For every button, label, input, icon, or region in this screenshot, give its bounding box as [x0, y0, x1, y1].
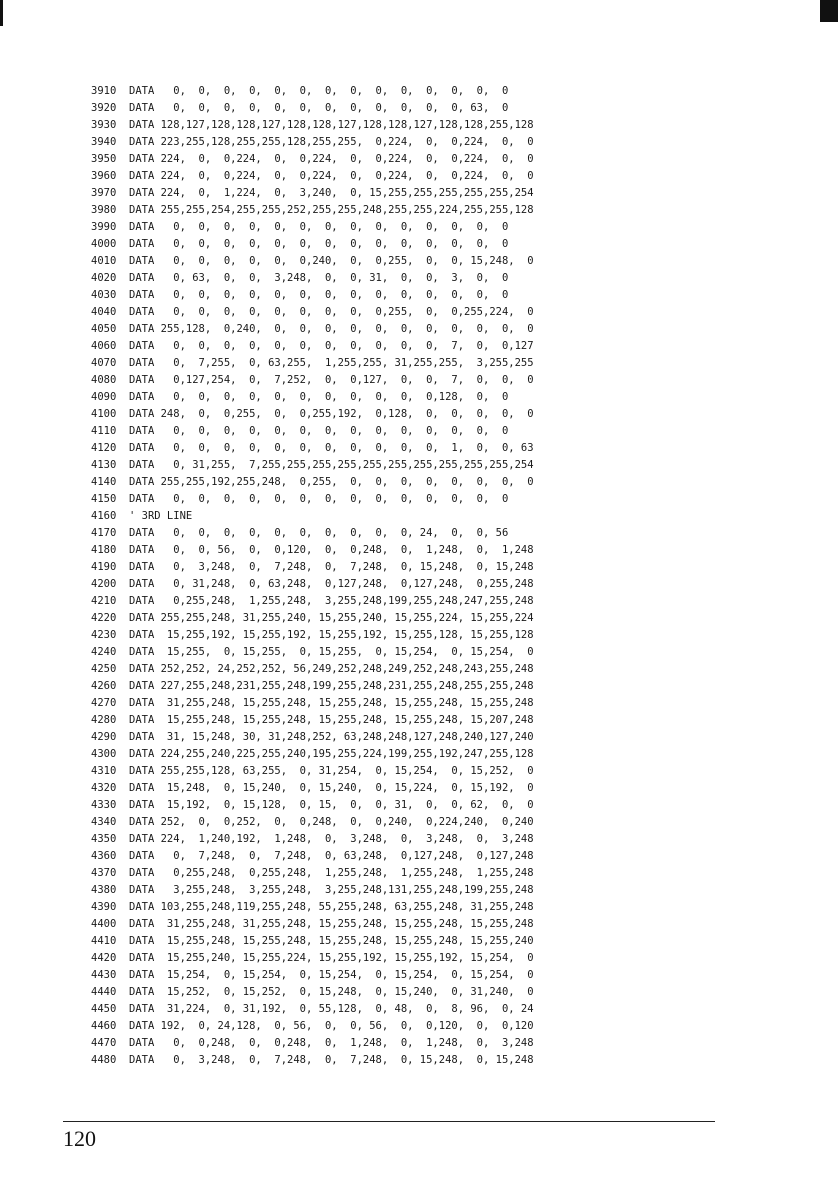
line-statement: DATA 103,255,248,119,255,248, 55,255,248, 63,255,248, 31,255,248	[129, 901, 534, 913]
line-number: 4250	[91, 663, 117, 675]
line-statement: DATA 0, 0, 0, 0, 0, 0, 0, 0, 0, 0, 24, 0, 0, 56	[129, 527, 509, 539]
footer-rule	[63, 1121, 715, 1122]
line-number: 4150	[91, 493, 117, 505]
line-statement: DATA 0, 0, 0, 0, 0, 0, 0, 0, 0, 0, 0, 0, 0, 0	[129, 425, 509, 437]
scan-edge-mark-left	[0, 0, 3, 26]
line-number: 3960	[91, 170, 117, 182]
line-statement: DATA 15,254, 0, 15,254, 0, 15,254, 0, 15,254, 0, 15,254, 0	[129, 969, 534, 981]
line-number: 4120	[91, 442, 117, 454]
line-statement: DATA 0, 7,248, 0, 7,248, 0, 63,248, 0,127,248, 0,127,248	[129, 850, 534, 862]
line-statement: DATA 252, 0, 0,252, 0, 0,248, 0, 0,240, 0,224,240, 0,240	[129, 816, 534, 828]
line-number: 4190	[91, 561, 117, 573]
line-number: 4420	[91, 952, 117, 964]
line-number: 4010	[91, 255, 117, 267]
line-number: 4280	[91, 714, 117, 726]
line-number: 4210	[91, 595, 117, 607]
line-number: 4070	[91, 357, 117, 369]
line-number: 4370	[91, 867, 117, 879]
line-statement: DATA 0, 3,248, 0, 7,248, 0, 7,248, 0, 15,248, 0, 15,248	[129, 561, 534, 573]
line-statement: DATA 255,255,254,255,255,252,255,255,248,255,255,224,255,255,128	[129, 204, 534, 216]
line-number: 4330	[91, 799, 117, 811]
line-number: 4080	[91, 374, 117, 386]
line-number: 4130	[91, 459, 117, 471]
line-number: 4140	[91, 476, 117, 488]
line-number: 3970	[91, 187, 117, 199]
line-statement: DATA 0, 0, 0, 0, 0, 0, 0, 0, 0, 0, 0, 7, 0, 0,127	[129, 340, 534, 352]
line-number: 4440	[91, 986, 117, 998]
line-number: 4270	[91, 697, 117, 709]
line-statement: DATA 248, 0, 0,255, 0, 0,255,192, 0,128, 0, 0, 0, 0, 0	[129, 408, 534, 420]
line-statement: DATA 3,255,248, 3,255,248, 3,255,248,131,255,248,199,255,248	[129, 884, 534, 896]
line-statement: DATA 15,255,248, 15,255,248, 15,255,248, 15,255,248, 15,207,248	[129, 714, 534, 726]
line-number: 4220	[91, 612, 117, 624]
line-number: 3910	[91, 85, 117, 97]
line-number: 4350	[91, 833, 117, 845]
line-number: 4060	[91, 340, 117, 352]
line-statement: DATA 0,255,248, 0,255,248, 1,255,248, 1,255,248, 1,255,248	[129, 867, 534, 879]
line-number: 4450	[91, 1003, 117, 1015]
line-statement: DATA 224, 0, 1,224, 0, 3,240, 0, 15,255,255,255,255,255,254	[129, 187, 534, 199]
line-number: 4160	[91, 510, 117, 522]
line-statement: DATA 0, 0, 0, 0, 0, 0, 0, 0, 0, 0, 0, 0, 0, 0	[129, 85, 509, 97]
line-statement: DATA 0, 0, 56, 0, 0,120, 0, 0,248, 0, 1,248, 0, 1,248	[129, 544, 534, 556]
line-statement: DATA 15,255,240, 15,255,224, 15,255,192, 15,255,192, 15,254, 0	[129, 952, 534, 964]
line-number: 3920	[91, 102, 117, 114]
line-statement: DATA 223,255,128,255,255,128,255,255, 0,224, 0, 0,224, 0, 0	[129, 136, 534, 148]
line-number: 4240	[91, 646, 117, 658]
line-statement: DATA 227,255,248,231,255,248,199,255,248,231,255,248,255,255,248	[129, 680, 534, 692]
line-statement: ' 3RD LINE	[129, 510, 193, 522]
line-number: 3950	[91, 153, 117, 165]
line-number: 4340	[91, 816, 117, 828]
line-statement: DATA 0, 0, 0, 0, 0, 0, 0, 0, 0, 0, 0,128, 0, 0	[129, 391, 509, 403]
line-statement: DATA 15,248, 0, 15,240, 0, 15,240, 0, 15,224, 0, 15,192, 0	[129, 782, 534, 794]
line-number: 4360	[91, 850, 117, 862]
line-statement: DATA 224, 0, 0,224, 0, 0,224, 0, 0,224, 0, 0,224, 0, 0	[129, 153, 534, 165]
line-statement: DATA 224,255,240,225,255,240,195,255,224,199,255,192,247,255,128	[129, 748, 534, 760]
line-statement: DATA 252,252, 24,252,252, 56,249,252,248,249,252,248,243,255,248	[129, 663, 534, 675]
line-statement: DATA 31,255,248, 31,255,248, 15,255,248, 15,255,248, 15,255,248	[129, 918, 534, 930]
line-number: 4300	[91, 748, 117, 760]
line-number: 4410	[91, 935, 117, 947]
line-statement: DATA 0, 31,255, 7,255,255,255,255,255,255,255,255,255,255,254	[129, 459, 534, 471]
line-statement: DATA 31,255,248, 15,255,248, 15,255,248, 15,255,248, 15,255,248	[129, 697, 534, 709]
line-number: 4470	[91, 1037, 117, 1049]
page-number: 120	[63, 1126, 96, 1151]
line-statement: DATA 255,255,192,255,248, 0,255, 0, 0, 0, 0, 0, 0, 0, 0	[129, 476, 534, 488]
line-statement: DATA 224, 0, 0,224, 0, 0,224, 0, 0,224, 0, 0,224, 0, 0	[129, 170, 534, 182]
line-number: 4320	[91, 782, 117, 794]
line-number: 4380	[91, 884, 117, 896]
line-statement: DATA 31,224, 0, 31,192, 0, 55,128, 0, 48, 0, 8, 96, 0, 24	[129, 1003, 534, 1015]
line-statement: DATA 0, 0, 0, 0, 0, 0, 0, 0, 0, 0, 0, 0, 0, 0	[129, 289, 509, 301]
line-number: 4040	[91, 306, 117, 318]
line-number: 4310	[91, 765, 117, 777]
line-number: 4290	[91, 731, 117, 743]
line-statement: DATA 255,255,248, 31,255,240, 15,255,240, 15,255,224, 15,255,224	[129, 612, 534, 624]
line-number: 4480	[91, 1054, 117, 1066]
line-statement: DATA 0, 0,248, 0, 0,248, 0, 1,248, 0, 1,248, 0, 3,248	[129, 1037, 534, 1049]
line-number: 4030	[91, 289, 117, 301]
line-number: 4430	[91, 969, 117, 981]
line-statement: DATA 31, 15,248, 30, 31,248,252, 63,248,248,127,248,240,127,240	[129, 731, 534, 743]
line-number: 4110	[91, 425, 117, 437]
line-number: 4400	[91, 918, 117, 930]
line-statement: DATA 0, 0, 0, 0, 0, 0, 0, 0, 0, 0, 0, 0, 0, 0	[129, 493, 509, 505]
line-number: 4000	[91, 238, 117, 250]
line-number: 4200	[91, 578, 117, 590]
line-statement: DATA 224, 1,240,192, 1,248, 0, 3,248, 0, 3,248, 0, 3,248	[129, 833, 534, 845]
line-number: 4090	[91, 391, 117, 403]
line-statement: DATA 0, 0, 0, 0, 0, 0,240, 0, 0,255, 0, 0, 15,248, 0	[129, 255, 534, 267]
line-statement: DATA 15,255, 0, 15,255, 0, 15,255, 0, 15,254, 0, 15,254, 0	[129, 646, 534, 658]
line-number: 3990	[91, 221, 117, 233]
line-number: 4100	[91, 408, 117, 420]
line-number: 4260	[91, 680, 117, 692]
line-statement: DATA 128,127,128,128,127,128,128,127,128,128,127,128,128,255,128	[129, 119, 534, 131]
line-statement: DATA 255,255,128, 63,255, 0, 31,254, 0, 15,254, 0, 15,252, 0	[129, 765, 534, 777]
line-statement: DATA 15,192, 0, 15,128, 0, 15, 0, 0, 31, 0, 0, 62, 0, 0	[129, 799, 534, 811]
line-statement: DATA 192, 0, 24,128, 0, 56, 0, 0, 56, 0, 0,120, 0, 0,120	[129, 1020, 534, 1032]
line-number: 4020	[91, 272, 117, 284]
line-statement: DATA 0, 31,248, 0, 63,248, 0,127,248, 0,127,248, 0,255,248	[129, 578, 534, 590]
line-statement: DATA 15,255,192, 15,255,192, 15,255,192, 15,255,128, 15,255,128	[129, 629, 534, 641]
line-number: 4390	[91, 901, 117, 913]
line-number: 3980	[91, 204, 117, 216]
line-statement: DATA 0, 0, 0, 0, 0, 0, 0, 0, 0, 0, 0, 0, 0, 0	[129, 221, 509, 233]
line-statement: DATA 255,128, 0,240, 0, 0, 0, 0, 0, 0, 0, 0, 0, 0, 0	[129, 323, 534, 335]
line-number: 4230	[91, 629, 117, 641]
line-statement: DATA 0, 3,248, 0, 7,248, 0, 7,248, 0, 15,248, 0, 15,248	[129, 1054, 534, 1066]
line-statement: DATA 0, 0, 0, 0, 0, 0, 0, 0, 0,255, 0, 0,255,224, 0	[129, 306, 534, 318]
line-statement: DATA 0, 0, 0, 0, 0, 0, 0, 0, 0, 0, 0, 0, 0, 0	[129, 238, 509, 250]
line-statement: DATA 0, 63, 0, 0, 3,248, 0, 0, 31, 0, 0, 3, 0, 0	[129, 272, 509, 284]
line-number: 4180	[91, 544, 117, 556]
line-number: 3930	[91, 119, 117, 131]
line-statement: DATA 15,255,248, 15,255,248, 15,255,248, 15,255,248, 15,255,240	[129, 935, 534, 947]
line-statement: DATA 15,252, 0, 15,252, 0, 15,248, 0, 15,240, 0, 31,240, 0	[129, 986, 534, 998]
line-number: 3940	[91, 136, 117, 148]
line-statement: DATA 0,127,254, 0, 7,252, 0, 0,127, 0, 0, 7, 0, 0, 0	[129, 374, 534, 386]
line-number: 4170	[91, 527, 117, 539]
line-statement: DATA 0, 0, 0, 0, 0, 0, 0, 0, 0, 0, 0, 1, 0, 0, 63	[129, 442, 534, 454]
line-number: 4050	[91, 323, 117, 335]
scan-edge-mark-right	[820, 0, 838, 22]
line-statement: DATA 0,255,248, 1,255,248, 3,255,248,199,255,248,247,255,248	[129, 595, 534, 607]
line-statement: DATA 0, 7,255, 0, 63,255, 1,255,255, 31,255,255, 3,255,255	[129, 357, 534, 369]
line-statement: DATA 0, 0, 0, 0, 0, 0, 0, 0, 0, 0, 0, 0, 63, 0	[129, 102, 509, 114]
line-number: 4460	[91, 1020, 117, 1032]
